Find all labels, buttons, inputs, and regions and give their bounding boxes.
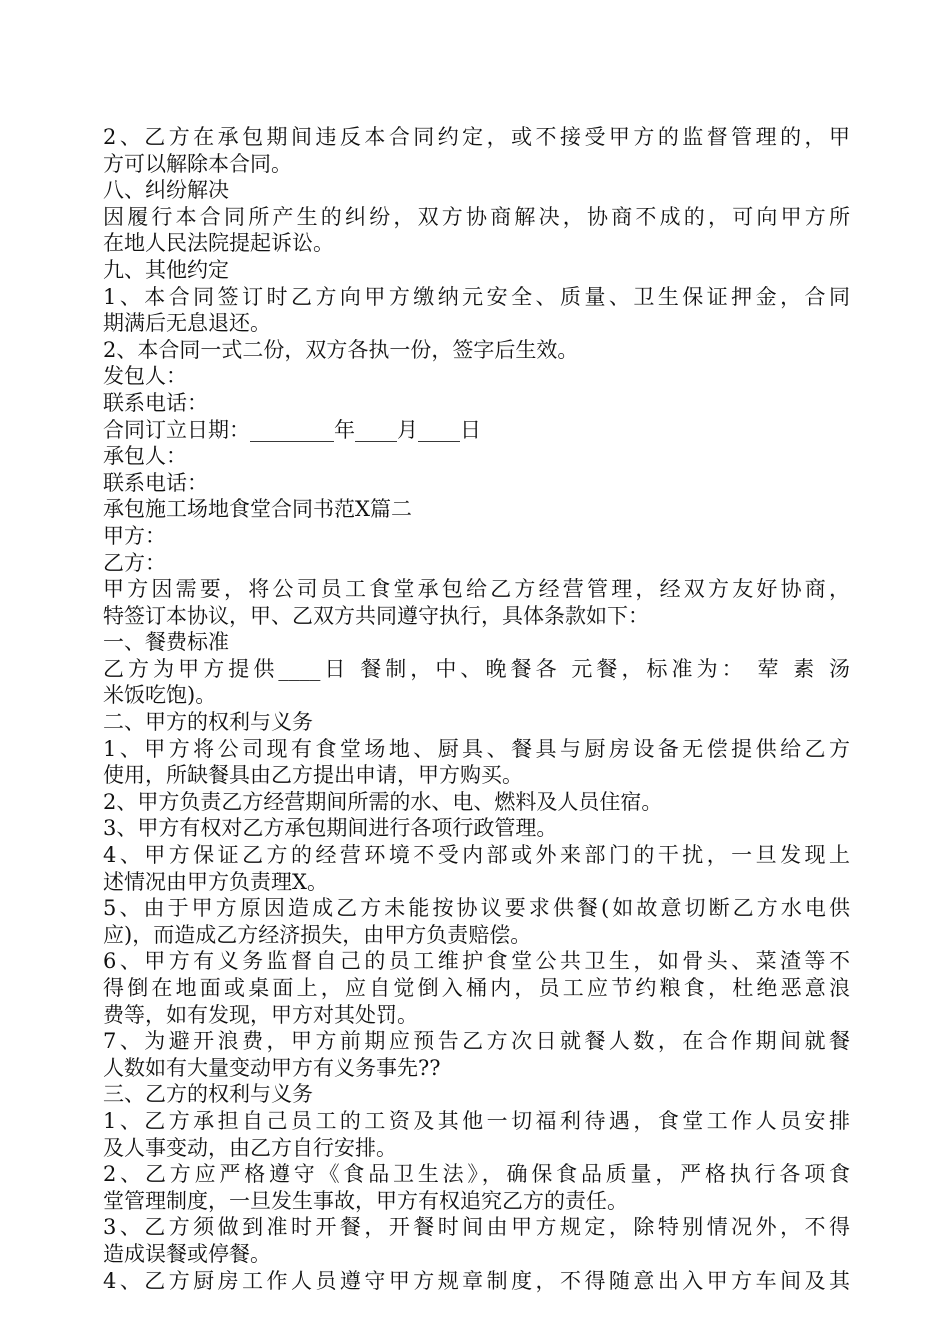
section-heading: 八、纠纷解决: [103, 178, 229, 203]
signature-field: 联系电话：: [103, 470, 208, 495]
text-line: 4、甲方保证乙方的经营环境不受内部或外来部门的干扰，一旦发现上: [103, 843, 850, 868]
text-line: 方可以解除本合同。: [103, 151, 292, 176]
text-line: 应)，而造成乙方经济损失，由甲方负责赔偿。: [103, 922, 532, 947]
text-line: 3、乙方须做到准时开餐，开餐时间由甲方规定，除特别情况外，不得: [103, 1215, 850, 1240]
text-line: 在地人民法院提起诉讼。: [103, 231, 334, 256]
document-title: 承包施工场地食堂合同书范X篇二: [103, 497, 412, 522]
section-heading: 二、甲方的权利与义务: [103, 710, 313, 735]
text-line: 得倒在地面或桌面上，应自觉倒入桶内，员工应节约粮食，杜绝恶意浪: [103, 976, 850, 1000]
text-line: 甲方因需要，将公司员工食堂承包给乙方经营管理，经双方友好协商，: [103, 577, 850, 602]
signature-field: 联系电话：: [103, 390, 208, 415]
text-line: 米饭吃饱)。: [103, 683, 217, 708]
section-heading: 一、餐费标准: [103, 630, 229, 655]
party-field: 乙方：: [103, 550, 166, 575]
document-body: [103, 124, 850, 1294]
section-heading: 三、乙方的权利与义务: [103, 1082, 313, 1107]
text-line: 4、乙方厨房工作人员遵守甲方规章制度，不得随意出入甲方车间及其: [103, 1268, 850, 1293]
text-line: 1、本合同签订时乙方向甲方缴纳元安全、质量、卫生保证押金，合同: [103, 284, 850, 309]
text-line: 3、甲方有权对乙方承包期间进行各项行政管理。: [103, 816, 558, 841]
text-line: 人数如有大量变动甲方有义务事先??: [103, 1055, 441, 1080]
text-line: 造成误餐或停餐。: [103, 1241, 271, 1266]
text-line: 述情况由甲方负责理X。: [103, 869, 328, 894]
text-line: 堂管理制度，一旦发生事故，甲方有权追究乙方的责任。: [103, 1188, 628, 1213]
text-line: 因履行本合同所产生的纠纷，双方协商解决，协商不成的，可向甲方所: [103, 204, 850, 229]
date-field: 合同订立日期：________年____月____日: [103, 417, 481, 442]
text-line: 乙方为甲方提供____日 餐制，中、晚餐各 元餐，标准为： 荤 素 汤: [103, 656, 850, 681]
text-line: 7、为避开浪费，甲方前期应预告乙方次日就餐人数，在合作期间就餐: [103, 1029, 850, 1054]
text-line: 1、甲方将公司现有食堂场地、厨具、餐具与厨房设备无偿提供给乙方: [103, 736, 850, 761]
text-line: 及人事变动，由乙方自行安排。: [103, 1135, 397, 1160]
text-line: 使用，所缺餐具由乙方提出申请，甲方购买。: [103, 763, 523, 788]
signature-field: 承包人：: [103, 444, 187, 469]
text-line: 1、乙方承担自己员工的工资及其他一切福利待遇，食堂工作人员安排: [103, 1108, 850, 1133]
section-heading: 九、其他约定: [103, 257, 229, 282]
text-line: 2、甲方负责乙方经营期间所需的水、电、燃料及人员住宿。: [103, 789, 663, 814]
party-field: 甲方：: [103, 523, 166, 548]
text-line: 费等，如有发现，甲方对其处罚。: [103, 1002, 418, 1027]
text-line: 5、由于甲方原因造成乙方未能按协议要求供餐(如故意切断乙方水电供: [103, 896, 850, 921]
text-line: 2、乙方应严格遵守《食品卫生法》，确保食品质量，严格执行各项食: [103, 1162, 850, 1187]
text-line: 特签订本协议，甲、乙双方共同遵守执行，具体条款如下：: [103, 603, 649, 628]
text-line: 期满后无息退还。: [103, 311, 271, 336]
signature-field: 发包人：: [103, 364, 187, 389]
text-line: 2、乙方在承包期间违反本合同约定，或不接受甲方的监督管理的，甲: [103, 125, 850, 149]
text-line: 2、本合同一式二份，双方各执一份，签字后生效。: [103, 337, 579, 362]
text-line: 6、甲方有义务监督自己的员工维护食堂公共卫生，如骨头、菜渣等不: [103, 949, 850, 974]
